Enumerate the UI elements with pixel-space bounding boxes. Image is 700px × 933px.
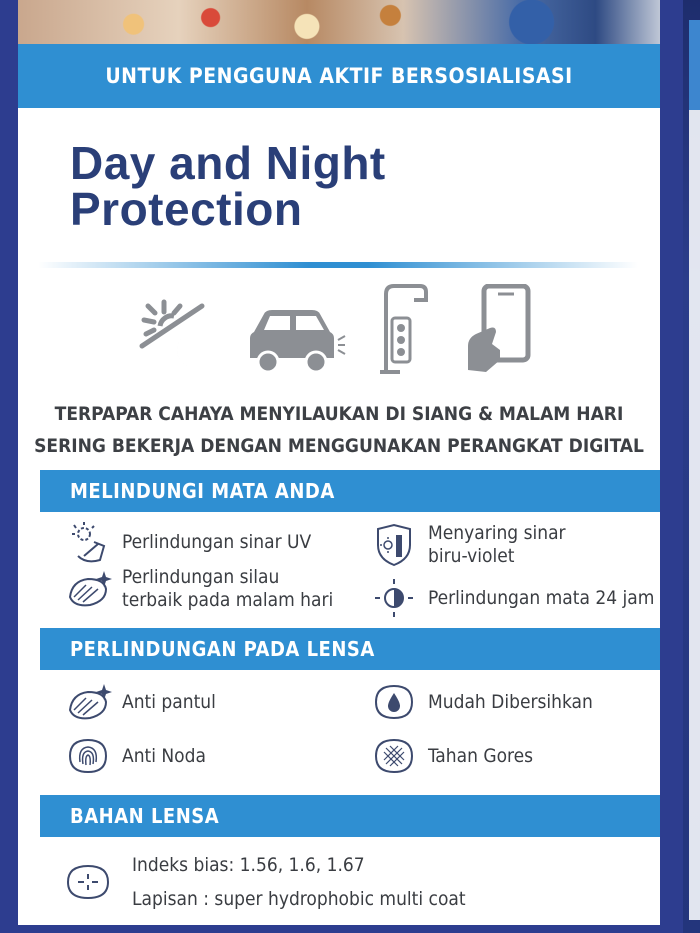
traffic-light-icon xyxy=(376,284,432,376)
scratch-icon xyxy=(370,734,418,778)
section-lens-material xyxy=(40,795,660,837)
feature-anti-smudge xyxy=(64,734,206,778)
section-lens-protection xyxy=(40,628,660,670)
shield-filter-icon xyxy=(370,523,418,567)
section-eye-protection-heading: MELINDUNGI MATA ANDA xyxy=(70,479,335,503)
next-card-edge xyxy=(683,0,700,933)
feature-easy-clean-label: Mudah Dibersihkan xyxy=(428,690,593,713)
feature-blue-violet xyxy=(370,522,566,568)
feature-uv-label: Perlindungan sinar UV xyxy=(122,530,312,553)
product-card xyxy=(18,0,660,925)
feature-scratch xyxy=(370,734,533,778)
audience-banner-text: UNTUK PENGGUNA AKTIF BERSOSIALISASI xyxy=(105,64,573,88)
audience-banner xyxy=(18,44,660,108)
feature-anti-reflect-label: Anti pantul xyxy=(122,690,216,713)
sun-half-moon-icon xyxy=(370,576,418,620)
product-title-line2: Protection xyxy=(70,183,303,235)
product-title-line1: Day and Night xyxy=(70,137,386,189)
feature-glare-line2: terbaik pada malam hari xyxy=(122,589,334,611)
product-title xyxy=(70,137,630,235)
section-lens-protection-heading: PERLINDUNGAN PADA LENSA xyxy=(70,637,375,661)
fingerprint-icon xyxy=(64,734,112,778)
car-icon xyxy=(246,284,346,376)
feature-anti-reflect xyxy=(64,680,216,724)
feature-scratch-label: Tahan Gores xyxy=(428,744,534,767)
usage-scenario xyxy=(18,398,660,462)
feature-blue-violet-line2: biru-violet xyxy=(428,545,515,567)
feature-24h xyxy=(370,576,654,620)
divider xyxy=(38,262,638,268)
material-index-text: Indeks bias: 1.56, 1.6, 1.67 xyxy=(132,854,365,876)
usage-scenario-line2: SERING BEKERJA DENGAN MENGGUNAKAN PERANGKAT DIGITAL xyxy=(34,435,644,457)
section-eye-protection xyxy=(40,470,660,512)
lens-sparkle-icon xyxy=(64,680,112,724)
usage-scenario-line1: TERPAPAR CAHAYA MENYILAUKAN DI SIANG & MALAM HARI xyxy=(54,403,624,425)
feature-easy-clean xyxy=(370,680,593,724)
feature-anti-smudge-label: Anti Noda xyxy=(122,744,206,767)
water-drop-icon xyxy=(370,680,418,724)
section-lens-material-heading: BAHAN LENSA xyxy=(70,804,220,828)
lens-crosshair-icon xyxy=(64,860,112,904)
material-index xyxy=(64,848,466,916)
feature-glare-line1: Perlindungan silau xyxy=(122,566,280,588)
feature-24h-label: Perlindungan mata 24 jam xyxy=(428,586,655,609)
uv-sun-icon xyxy=(64,520,112,564)
feature-uv xyxy=(64,520,311,564)
feature-glare xyxy=(64,566,333,612)
material-coating-text: Lapisan : super hydrophobic multi coat xyxy=(132,888,466,910)
sun-moon-icon xyxy=(136,284,208,376)
smartphone-icon xyxy=(464,284,540,376)
lens-sparkle-icon xyxy=(64,567,112,611)
feature-blue-violet-line1: Menyaring sinar xyxy=(428,522,566,544)
scenario-icons xyxy=(18,284,660,376)
header-photo xyxy=(18,0,660,44)
